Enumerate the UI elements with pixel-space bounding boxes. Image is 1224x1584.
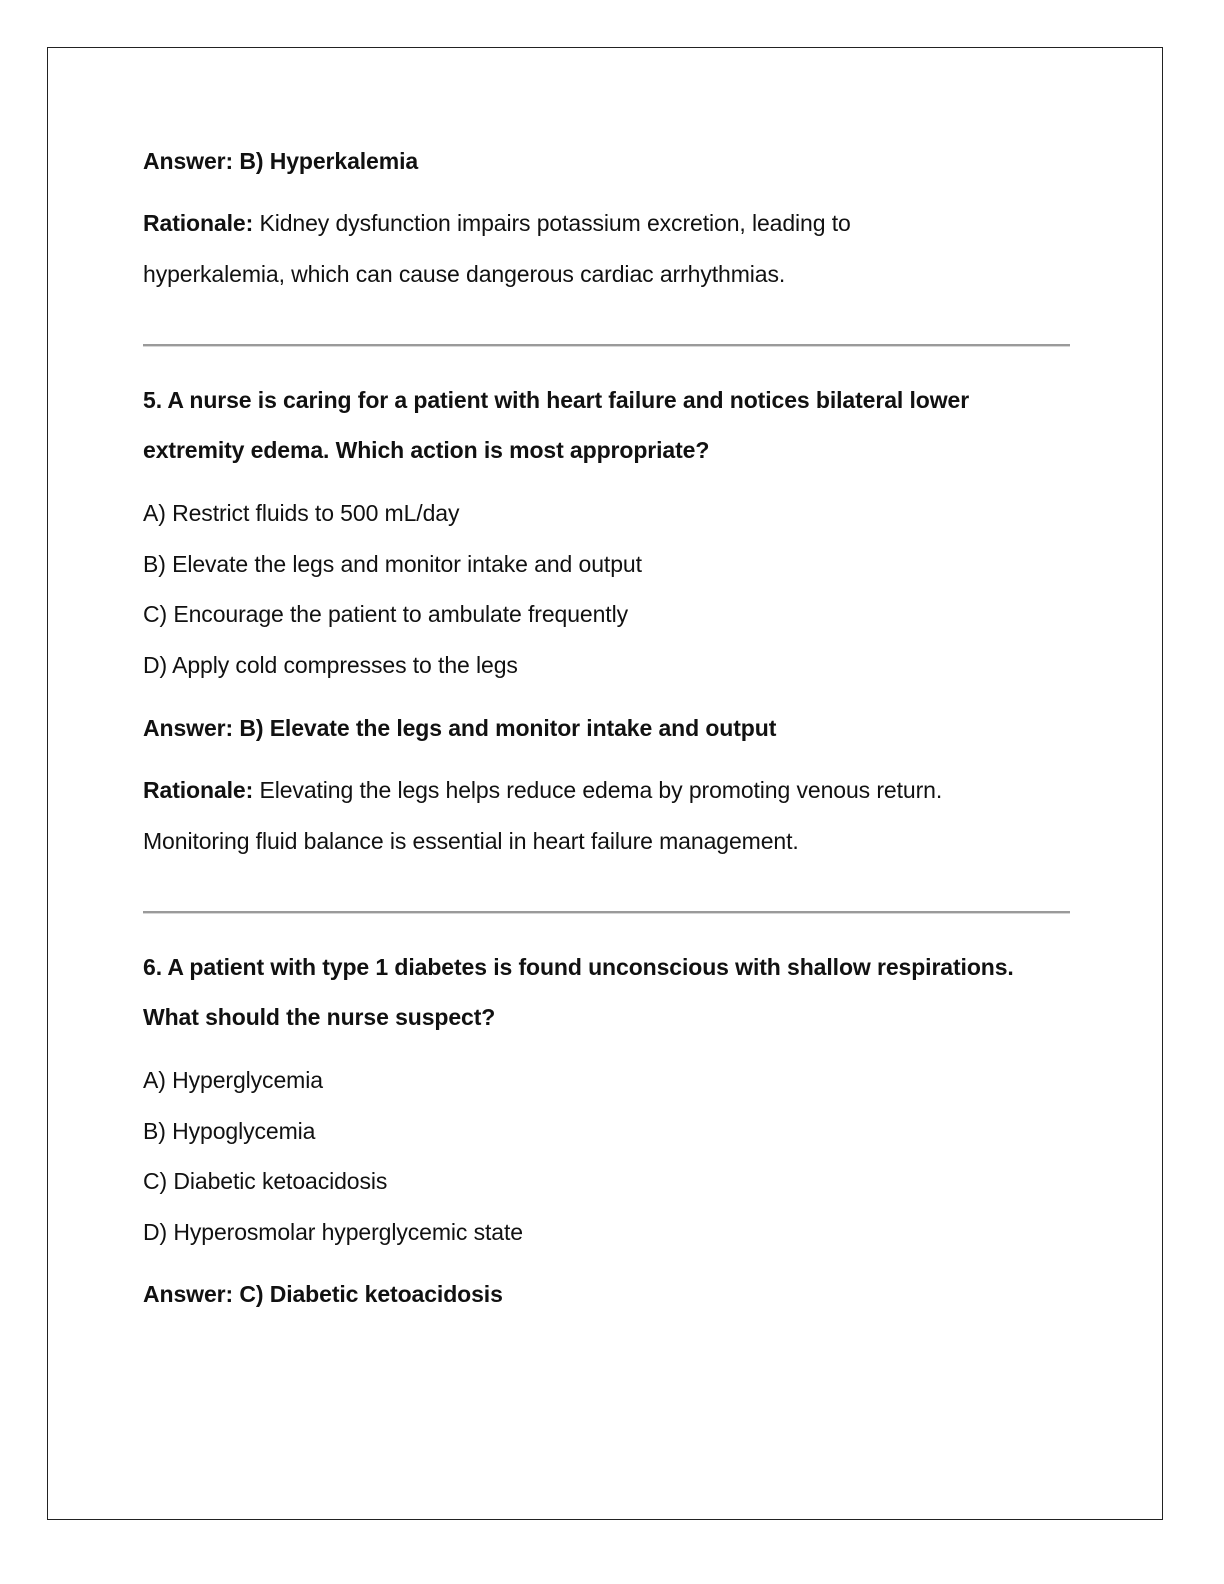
rationale-label: Rationale: (143, 210, 254, 236)
q5-question-line-2: extremity edema. Which action is most appropriate? (143, 437, 710, 463)
rationale-text: Kidney dysfunction impairs potassium excretion, leading to (253, 210, 851, 236)
section-divider (143, 911, 1070, 913)
q5-rationale-line-1 (143, 775, 942, 805)
q6-option-a: A) Hyperglycemia (143, 1067, 323, 1093)
q6-option-c: C) Diabetic ketoacidosis (143, 1168, 388, 1194)
q5-rationale-line-2: Monitoring fluid balance is essential in heart failure management. (143, 828, 799, 854)
rationale-label: Rationale: (143, 777, 254, 803)
q5-option-b: B) Elevate the legs and monitor intake and output (143, 551, 642, 577)
q6-question-line-2: What should the nurse suspect? (143, 1004, 496, 1030)
q5-question-line-1: 5. A nurse is caring for a patient with heart failure and notices bilateral lower (143, 387, 970, 413)
q6-option-d: D) Hyperosmolar hyperglycemic state (143, 1219, 523, 1245)
q5-option-a: A) Restrict fluids to 500 mL/day (143, 500, 460, 526)
section-divider (143, 344, 1070, 346)
prev-rationale-line-2: hyperkalemia, which can cause dangerous cardiac arrhythmias. (143, 261, 786, 287)
prev-rationale-line-1 (143, 208, 851, 238)
q6-answer: Answer: C) Diabetic ketoacidosis (143, 1281, 503, 1307)
q6-option-b: B) Hypoglycemia (143, 1118, 316, 1144)
rationale-text: Elevating the legs helps reduce edema by promoting venous return. (253, 777, 943, 803)
q5-option-c: C) Encourage the patient to ambulate frequently (143, 601, 628, 627)
prev-answer: Answer: B) Hyperkalemia (143, 148, 419, 174)
q6-question-line-1: 6. A patient with type 1 diabetes is found unconscious with shallow respirations. (143, 954, 1014, 980)
q5-answer: Answer: B) Elevate the legs and monitor intake and output (143, 715, 777, 741)
q5-option-d: D) Apply cold compresses to the legs (143, 652, 518, 678)
